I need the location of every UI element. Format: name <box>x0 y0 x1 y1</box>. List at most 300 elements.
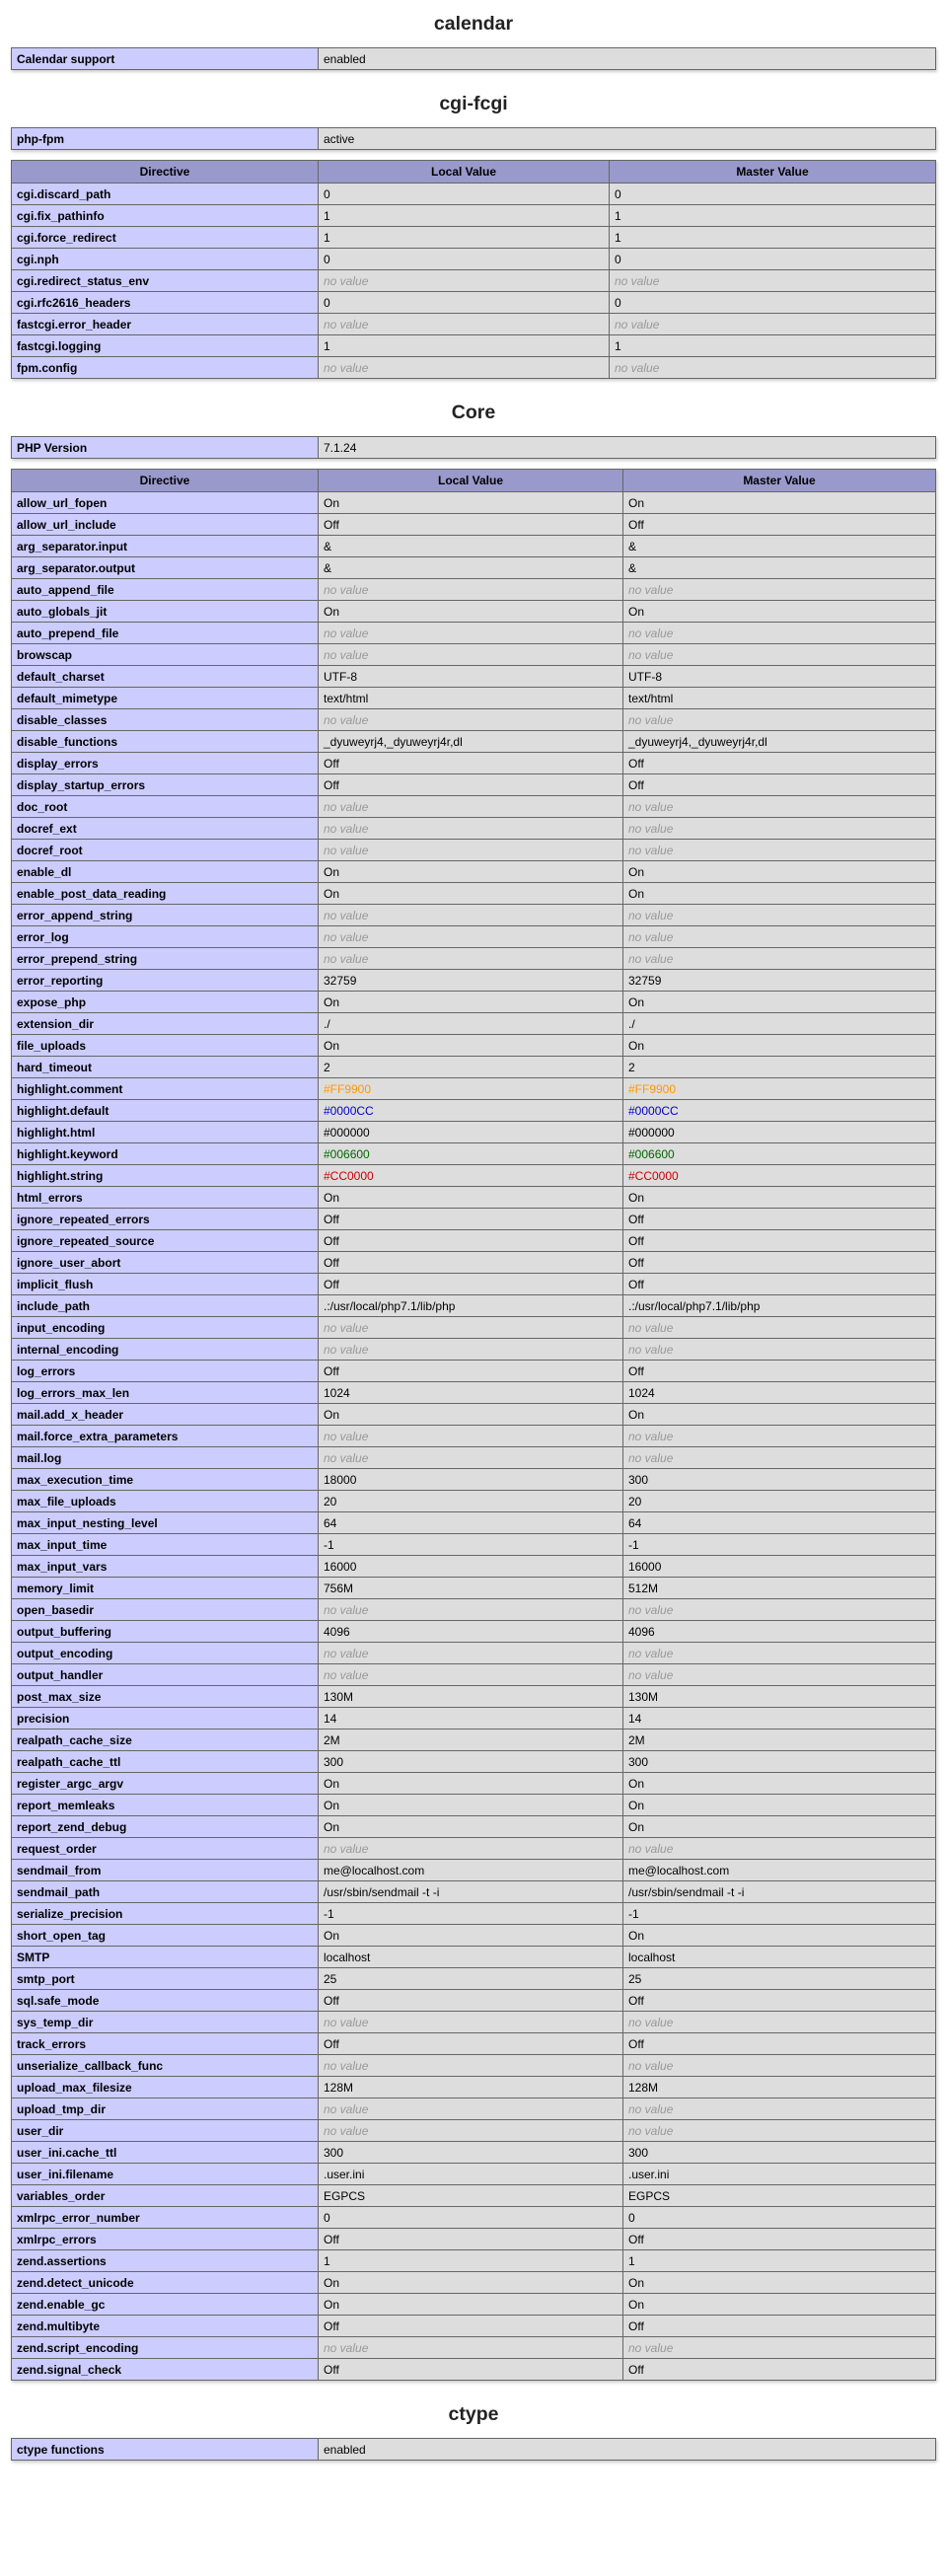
no-value-text: no value <box>628 1429 674 1443</box>
no-value-text: no value <box>324 1667 369 1682</box>
directive-row <box>12 948 936 970</box>
master-value-cell: 130M <box>623 1686 936 1708</box>
master-value-cell: /usr/sbin/sendmail -t -i <box>623 1881 936 1903</box>
directive-row <box>12 357 936 379</box>
directive-name-cell: mail.add_x_header <box>12 1404 319 1426</box>
local-value-cell: /usr/sbin/sendmail -t -i <box>319 1881 623 1903</box>
directive-name-cell: zend.multibyte <box>12 2316 319 2337</box>
directive-row <box>12 1491 936 1512</box>
directive-name-cell: sql.safe_mode <box>12 1990 319 2012</box>
master-value-cell <box>623 796 936 818</box>
local-value-cell: EGPCS <box>319 2185 623 2207</box>
directive-row <box>12 970 936 992</box>
directive-name-cell: highlight.keyword <box>12 1143 319 1165</box>
master-value-cell: On <box>623 2294 936 2316</box>
master-value-cell: On <box>623 1925 936 1947</box>
directive-row <box>12 2077 936 2098</box>
directive-name-cell: upload_tmp_dir <box>12 2098 319 2120</box>
local-value-cell: & <box>319 557 623 579</box>
no-value-text: no value <box>324 712 369 727</box>
directive-name-cell: file_uploads <box>12 1035 319 1057</box>
local-value-cell <box>319 1339 623 1361</box>
local-value-cell: 16000 <box>319 1556 623 1578</box>
master-value-cell <box>623 579 936 601</box>
local-value-cell: On <box>319 1795 623 1816</box>
directive-name-cell: track_errors <box>12 2033 319 2055</box>
directive-name-cell: cgi.discard_path <box>12 184 319 205</box>
directive-row <box>12 1512 936 1534</box>
local-value-cell <box>319 1643 623 1664</box>
directive-row <box>12 536 936 557</box>
no-value-text: no value <box>628 1841 674 1856</box>
directive-row <box>12 184 936 205</box>
directive-row <box>12 2337 936 2359</box>
local-value-cell: & <box>319 536 623 557</box>
master-value-cell: 300 <box>623 1751 936 1773</box>
no-value-text: no value <box>628 2123 674 2138</box>
no-value-text: no value <box>324 951 369 966</box>
no-value-text: no value <box>324 843 369 857</box>
directive-name-cell: cgi.redirect_status_env <box>12 270 319 292</box>
local-value-cell: On <box>319 1925 623 1947</box>
directive-row <box>12 1925 936 1947</box>
directive-name-cell: implicit_flush <box>12 1274 319 1295</box>
local-value-cell <box>319 579 623 601</box>
info-label-cell: php-fpm <box>12 128 319 150</box>
directive-name-cell: docref_ext <box>12 818 319 840</box>
directive-row <box>12 1252 936 1274</box>
local-value-cell: 0 <box>319 184 610 205</box>
directive-row <box>12 270 936 292</box>
section-title-cgi-fcgi: cgi-fcgi <box>439 93 508 114</box>
local-value-cell <box>319 644 623 666</box>
local-value-cell: 64 <box>319 1512 623 1534</box>
directive-row <box>12 753 936 774</box>
directive-name-cell: short_open_tag <box>12 1925 319 1947</box>
local-value-cell: -1 <box>319 1534 623 1556</box>
no-value-text: no value <box>615 273 660 288</box>
master-value-cell: Off <box>623 1274 936 1295</box>
master-value-cell: 0 <box>610 184 936 205</box>
local-value-cell: Off <box>319 1230 623 1252</box>
no-value-text: no value <box>628 799 674 814</box>
master-value-cell: 16000 <box>623 1556 936 1578</box>
directive-row <box>12 2055 936 2077</box>
directive-row <box>12 1578 936 1599</box>
directive-name-cell: sendmail_path <box>12 1881 319 1903</box>
local-value-cell: .user.ini <box>319 2164 623 2185</box>
column-header-local-value: Local Value <box>319 161 610 184</box>
directive-name-cell: report_memleaks <box>12 1795 319 1816</box>
master-value-cell: Off <box>623 1361 936 1382</box>
directive-row <box>12 1686 936 1708</box>
local-value-cell: Off <box>319 2033 623 2055</box>
column-header-master-value: Master Value <box>623 470 936 492</box>
directive-row <box>12 840 936 861</box>
directive-row <box>12 1057 936 1078</box>
master-value-cell: 14 <box>623 1708 936 1730</box>
directive-row <box>12 1447 936 1469</box>
no-value-text: no value <box>324 1320 369 1335</box>
master-value-cell: #0000CC <box>623 1100 936 1122</box>
master-value-cell: 1 <box>610 335 936 357</box>
local-value-cell: 2 <box>319 1057 623 1078</box>
local-value-cell <box>319 1426 623 1447</box>
local-value-cell <box>319 2337 623 2359</box>
info-label-cell: PHP Version <box>12 437 319 459</box>
local-value-cell: Off <box>319 2359 623 2381</box>
directive-name-cell: allow_url_fopen <box>12 492 319 514</box>
directive-name-cell: auto_globals_jit <box>12 601 319 623</box>
no-value-text: no value <box>628 626 674 640</box>
master-value-cell: -1 <box>623 1534 936 1556</box>
directive-name-cell: fastcgi.logging <box>12 335 319 357</box>
local-value-cell: 1 <box>319 205 610 227</box>
local-value-cell <box>319 840 623 861</box>
no-value-text: no value <box>628 2101 674 2116</box>
local-value-cell: On <box>319 601 623 623</box>
directive-name-cell: include_path <box>12 1295 319 1317</box>
directive-row <box>12 1317 936 1339</box>
no-value-text: no value <box>324 2123 369 2138</box>
master-value-cell: Off <box>623 2229 936 2250</box>
directive-row <box>12 2294 936 2316</box>
local-value-cell <box>319 948 623 970</box>
info-value-cell: 7.1.24 <box>319 437 936 459</box>
local-value-cell: me@localhost.com <box>319 1860 623 1881</box>
directive-row <box>12 1187 936 1209</box>
local-value-cell <box>319 1317 623 1339</box>
directive-name-cell: input_encoding <box>12 1317 319 1339</box>
directive-name-cell: arg_separator.output <box>12 557 319 579</box>
master-value-cell: #006600 <box>623 1143 936 1165</box>
no-value-text: no value <box>324 2058 369 2073</box>
master-value-cell <box>610 270 936 292</box>
master-value-cell: me@localhost.com <box>623 1860 936 1881</box>
directive-name-cell: default_mimetype <box>12 688 319 709</box>
directive-row <box>12 1599 936 1621</box>
no-value-text: no value <box>324 647 369 662</box>
local-value-cell <box>319 1838 623 1860</box>
directive-name-cell: upload_max_filesize <box>12 2077 319 2098</box>
directive-name-cell: output_encoding <box>12 1643 319 1664</box>
no-value-text: no value <box>324 1342 369 1357</box>
directive-name-cell: display_startup_errors <box>12 774 319 796</box>
directive-row <box>12 601 936 623</box>
info-value-cell: active <box>319 128 936 150</box>
directive-row <box>12 1968 936 1990</box>
column-header-directive: Directive <box>12 161 319 184</box>
info-row <box>12 2439 936 2461</box>
directive-name-cell: zend.assertions <box>12 2250 319 2272</box>
master-value-cell: 512M <box>623 1578 936 1599</box>
directive-name-cell: SMTP <box>12 1947 319 1968</box>
directive-row <box>12 2359 936 2381</box>
directive-row <box>12 292 936 314</box>
directive-name-cell: expose_php <box>12 992 319 1013</box>
local-value-cell: On <box>319 2294 623 2316</box>
master-value-cell <box>623 1426 936 1447</box>
local-value-cell: Off <box>319 2229 623 2250</box>
directive-row <box>12 709 936 731</box>
directive-row <box>12 1078 936 1100</box>
master-value-cell: 20 <box>623 1491 936 1512</box>
no-value-text: no value <box>628 2340 674 2355</box>
directive-name-cell: fpm.config <box>12 357 319 379</box>
no-value-text: no value <box>324 2015 369 2029</box>
directive-name-cell: open_basedir <box>12 1599 319 1621</box>
directive-row <box>12 1838 936 1860</box>
local-value-cell <box>319 314 610 335</box>
directive-row <box>12 2185 936 2207</box>
local-value-cell: On <box>319 1035 623 1057</box>
master-value-cell <box>623 2120 936 2142</box>
no-value-text: no value <box>628 908 674 922</box>
directive-name-cell: auto_append_file <box>12 579 319 601</box>
local-value-cell: 1 <box>319 2250 623 2272</box>
directive-name-cell: zend.detect_unicode <box>12 2272 319 2294</box>
no-value-text: no value <box>628 2058 674 2073</box>
master-value-cell: Off <box>623 2033 936 2055</box>
directive-row <box>12 1165 936 1187</box>
master-value-cell: Off <box>623 774 936 796</box>
local-value-cell <box>319 796 623 818</box>
section-title-core: Core <box>451 402 496 423</box>
master-value-cell <box>623 818 936 840</box>
master-value-cell <box>623 2337 936 2359</box>
directive-name-cell: error_prepend_string <box>12 948 319 970</box>
local-value-cell: .:/usr/local/php7.1/lib/php <box>319 1295 623 1317</box>
directive-name-cell: cgi.fix_pathinfo <box>12 205 319 227</box>
column-header-directive: Directive <box>12 470 319 492</box>
master-value-cell: On <box>623 1773 936 1795</box>
master-value-cell <box>623 840 936 861</box>
no-value-text: no value <box>628 843 674 857</box>
no-value-text: no value <box>324 1450 369 1465</box>
directive-row <box>12 1903 936 1925</box>
directive-row <box>12 1730 936 1751</box>
local-value-cell: text/html <box>319 688 623 709</box>
directive-row <box>12 1274 936 1295</box>
local-value-cell: #CC0000 <box>319 1165 623 1187</box>
directive-row <box>12 2012 936 2033</box>
master-value-cell: On <box>623 1816 936 1838</box>
directive-row <box>12 1426 936 1447</box>
directive-name-cell: error_append_string <box>12 905 319 926</box>
directive-row <box>12 335 936 357</box>
local-value-cell <box>319 818 623 840</box>
local-value-cell: 1 <box>319 227 610 249</box>
directive-row <box>12 1556 936 1578</box>
master-value-cell <box>623 926 936 948</box>
info-table-calendar <box>11 47 936 70</box>
directive-name-cell: user_ini.filename <box>12 2164 319 2185</box>
local-value-cell: UTF-8 <box>319 666 623 688</box>
directive-row <box>12 1339 936 1361</box>
master-value-cell: On <box>623 1404 936 1426</box>
directive-row <box>12 1643 936 1664</box>
directive-row <box>12 2033 936 2055</box>
no-value-text: no value <box>324 1841 369 1856</box>
local-value-cell: Off <box>319 1361 623 1382</box>
directive-name-cell: sendmail_from <box>12 1860 319 1881</box>
directive-row <box>12 1860 936 1881</box>
directive-row <box>12 2272 936 2294</box>
master-value-cell: UTF-8 <box>623 666 936 688</box>
directive-name-cell: report_zend_debug <box>12 1816 319 1838</box>
local-value-cell <box>319 905 623 926</box>
directive-row <box>12 2142 936 2164</box>
directive-name-cell: realpath_cache_size <box>12 1730 319 1751</box>
info-table-ctype <box>11 2438 936 2461</box>
master-value-cell <box>623 709 936 731</box>
directive-name-cell: highlight.default <box>12 1100 319 1122</box>
master-value-cell: 0 <box>623 2207 936 2229</box>
directive-row <box>12 861 936 883</box>
master-value-cell: 2 <box>623 1057 936 1078</box>
directive-row <box>12 818 936 840</box>
local-value-cell <box>319 926 623 948</box>
master-value-cell: Off <box>623 1990 936 2012</box>
directive-row <box>12 227 936 249</box>
no-value-text: no value <box>324 821 369 836</box>
directive-row <box>12 492 936 514</box>
directive-row <box>12 1664 936 1686</box>
no-value-text: no value <box>324 273 369 288</box>
directive-name-cell: extension_dir <box>12 1013 319 1035</box>
directive-row <box>12 2164 936 2185</box>
master-value-cell: 1 <box>610 205 936 227</box>
directive-name-cell: fastcgi.error_header <box>12 314 319 335</box>
master-value-cell: -1 <box>623 1903 936 1925</box>
directive-row <box>12 1382 936 1404</box>
directive-name-cell: max_file_uploads <box>12 1491 319 1512</box>
directive-row <box>12 557 936 579</box>
directive-name-cell: browscap <box>12 644 319 666</box>
master-value-cell: Off <box>623 514 936 536</box>
master-value-cell: Off <box>623 753 936 774</box>
directive-name-cell: register_argc_argv <box>12 1773 319 1795</box>
directive-name-cell: auto_prepend_file <box>12 623 319 644</box>
no-value-text: no value <box>324 626 369 640</box>
master-value-cell: Off <box>623 1252 936 1274</box>
master-value-cell <box>623 905 936 926</box>
directive-name-cell: doc_root <box>12 796 319 818</box>
local-value-cell: On <box>319 861 623 883</box>
directive-name-cell: docref_root <box>12 840 319 861</box>
master-value-cell: On <box>623 1795 936 1816</box>
no-value-text: no value <box>324 2101 369 2116</box>
directive-name-cell: xmlrpc_errors <box>12 2229 319 2250</box>
local-value-cell: Off <box>319 1209 623 1230</box>
directive-name-cell: smtp_port <box>12 1968 319 1990</box>
directive-row <box>12 688 936 709</box>
directive-name-cell: mail.log <box>12 1447 319 1469</box>
master-value-cell: 128M <box>623 2077 936 2098</box>
master-value-cell: 300 <box>623 2142 936 2164</box>
no-value-text: no value <box>324 2340 369 2355</box>
directive-row <box>12 2316 936 2337</box>
directive-name-cell: max_input_time <box>12 1534 319 1556</box>
no-value-text: no value <box>628 929 674 944</box>
master-value-cell <box>623 1339 936 1361</box>
directive-row <box>12 666 936 688</box>
no-value-text: no value <box>324 929 369 944</box>
master-value-cell: 25 <box>623 1968 936 1990</box>
directive-row <box>12 992 936 1013</box>
directive-name-cell: highlight.comment <box>12 1078 319 1100</box>
directive-name-cell: zend.signal_check <box>12 2359 319 2381</box>
directive-row <box>12 1013 936 1035</box>
directive-name-cell: default_charset <box>12 666 319 688</box>
section-title-calendar: calendar <box>433 13 514 35</box>
directive-name-cell: request_order <box>12 1838 319 1860</box>
no-value-text: no value <box>324 317 369 331</box>
master-value-cell: 32759 <box>623 970 936 992</box>
local-value-cell: 300 <box>319 1751 623 1773</box>
directive-name-cell: precision <box>12 1708 319 1730</box>
no-value-text: no value <box>324 360 369 375</box>
local-value-cell: On <box>319 992 623 1013</box>
local-value-cell: 0 <box>319 249 610 270</box>
master-value-cell: On <box>623 992 936 1013</box>
master-value-cell: On <box>623 1187 936 1209</box>
directive-name-cell: user_ini.cache_ttl <box>12 2142 319 2164</box>
local-value-cell: 14 <box>319 1708 623 1730</box>
local-value-cell <box>319 1599 623 1621</box>
directive-row <box>12 1035 936 1057</box>
local-value-cell: On <box>319 1773 623 1795</box>
column-header-master-value: Master Value <box>610 161 936 184</box>
master-value-cell <box>623 623 936 644</box>
directive-row <box>12 1795 936 1816</box>
master-value-cell: On <box>623 2272 936 2294</box>
directive-row <box>12 774 936 796</box>
directive-table-header-row <box>12 470 936 492</box>
directive-row <box>12 249 936 270</box>
directive-row <box>12 1295 936 1317</box>
directive-name-cell: xmlrpc_error_number <box>12 2207 319 2229</box>
directive-name-cell: cgi.force_redirect <box>12 227 319 249</box>
master-value-cell: Off <box>623 2359 936 2381</box>
master-value-cell: #CC0000 <box>623 1165 936 1187</box>
directive-name-cell: disable_classes <box>12 709 319 731</box>
directive-row <box>12 579 936 601</box>
local-value-cell: 25 <box>319 1968 623 1990</box>
directive-name-cell: html_errors <box>12 1187 319 1209</box>
master-value-cell: _dyuweyrj4,_dyuweyrj4r,dl <box>623 731 936 753</box>
master-value-cell: #FF9900 <box>623 1078 936 1100</box>
master-value-cell <box>623 2055 936 2077</box>
master-value-cell: 64 <box>623 1512 936 1534</box>
master-value-cell <box>623 2012 936 2033</box>
directive-name-cell: output_buffering <box>12 1621 319 1643</box>
info-table-core <box>11 436 936 459</box>
master-value-cell: On <box>623 883 936 905</box>
master-value-cell: EGPCS <box>623 2185 936 2207</box>
local-value-cell: 0 <box>319 2207 623 2229</box>
directive-name-cell: cgi.nph <box>12 249 319 270</box>
info-row <box>12 48 936 70</box>
local-value-cell: #000000 <box>319 1122 623 1143</box>
master-value-cell <box>610 314 936 335</box>
local-value-cell: #0000CC <box>319 1100 623 1122</box>
directive-row <box>12 1534 936 1556</box>
directive-row <box>12 314 936 335</box>
directive-row <box>12 1100 936 1122</box>
no-value-text: no value <box>628 1646 674 1660</box>
directive-name-cell: log_errors <box>12 1361 319 1382</box>
